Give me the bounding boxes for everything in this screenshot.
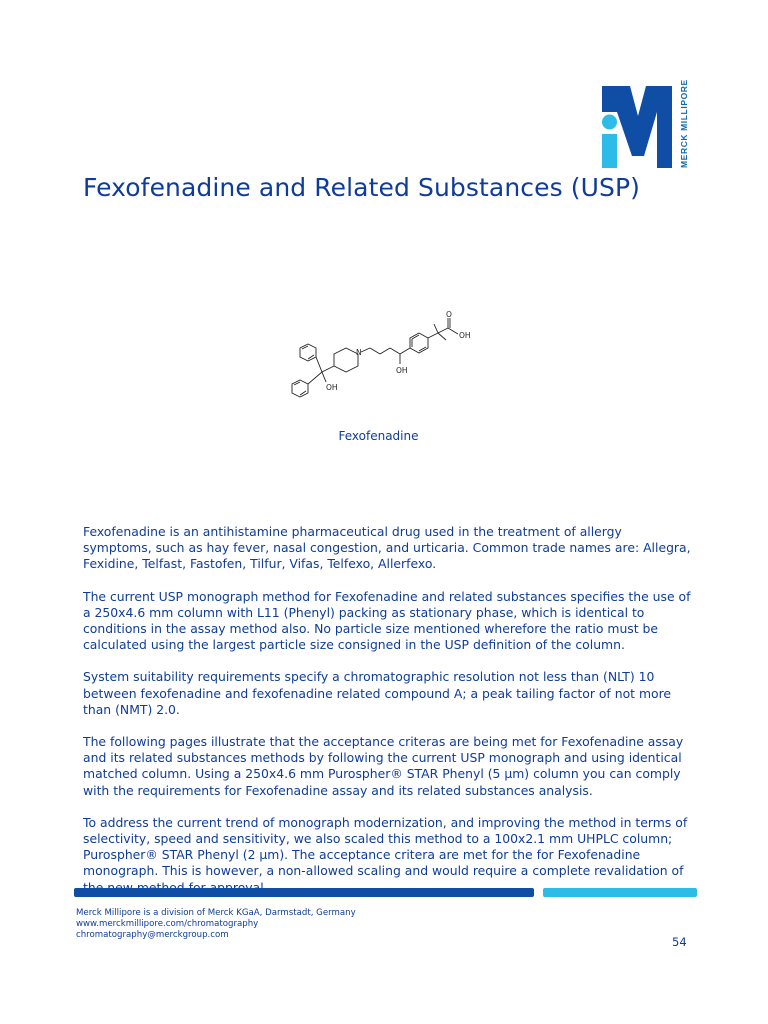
footer-email-link[interactable]: chromatography@merckgroup.com — [76, 930, 229, 941]
body-text — [83, 524, 693, 912]
chain-oh-label: OH — [396, 366, 408, 375]
footer-accent-bar — [543, 888, 697, 897]
page-number: 54 — [672, 935, 687, 949]
footer-company-line: Merck Millipore is a division of Merck KGaA, Darmstadt, Germany — [76, 908, 356, 918]
fexofenadine-structure-diagram — [286, 308, 486, 408]
carbonyl-oxygen-label: O — [446, 310, 452, 319]
footer-divider-bar — [74, 888, 534, 897]
paragraph-intro: Fexofenadine is an antihistamine pharmaceutical drug used in the treatment of allergy symptoms, such as hay fever, nasal congestion, and urticaria. Common trade names are: Allegra, Fexidine, Telfast, Fastofen, Tilfur, Vifas, Telfexo, Allerfexo. — [83, 524, 691, 572]
footer — [76, 908, 356, 942]
paragraph-system-suitability: System suitability requirements specify a chromatographic resolution not less than (NLT) 10 between fexofenadine and fexofenadine related compound A; a peak tailing factor of not more than (NMT) 2.0. — [83, 669, 672, 717]
page-title: Fexofenadine and Related Substances (USP) — [83, 173, 641, 202]
paragraph-usp-method: The current USP monograph method for Fexofenadine and related substances specifies the use of a 250x4.6 mm column with L11 (Phenyl) packing as stationary phase, which is identical to conditions in the assay method also. No particle size mentioned wherefore the ratio must be calculated using the largest particle size consigned in the USP definition of the column. — [83, 588, 691, 653]
logo-wordmark: MERCK MILLIPORE — [679, 79, 689, 168]
acid-oh-label: OH — [459, 331, 471, 340]
carbinol-oh-label: OH — [326, 383, 338, 392]
paragraph-acceptance-criteria: The following pages illustrate that the acceptance criteras are being met for Fexofenadine assay and its related substances methods by following the current USP monograph and using identical matched column. Using a 250x4.6 mm Purospher® STAR Phenyl (5 µm) column you can comply with the requirements for Fexofenadine assay and its related substances analysis. — [83, 734, 684, 798]
footer-website-link[interactable]: www.merckmillipore.com/chromatography — [76, 919, 259, 930]
paragraph-modernization: To address the current trend of monograph modernization, and improving the method in terms of selectivity, speed and sensitivity, we also scaled this method to a 100x2.1 mm UHPLC column; Purospher® STAR Phenyl (2 µm). The acceptance critera are met for the for Fexofenadine monograph. This is however, a non-allowed scaling and would require a complete revalidation of — [83, 814, 688, 879]
nitrogen-label: N — [356, 348, 362, 357]
figure-caption: Fexofenadine — [338, 429, 419, 443]
structure-bonds — [292, 318, 458, 397]
m-monogram-icon — [602, 86, 672, 168]
